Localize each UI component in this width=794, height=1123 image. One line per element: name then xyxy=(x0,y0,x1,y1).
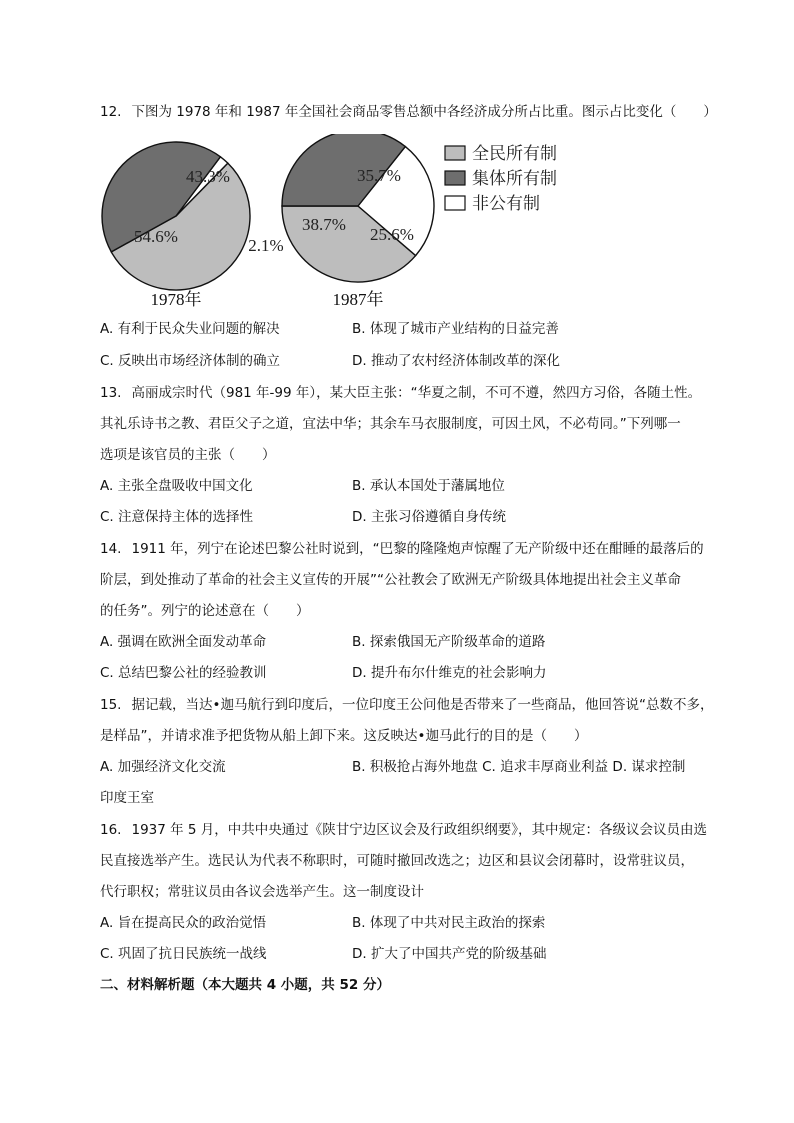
question-16-stem-line-3: 代行职权；常驻议员由各议会选举产生。这一制度设计 xyxy=(100,884,424,900)
q13-option-d[interactable]: D. 主张习俗遵循自身传统 xyxy=(352,509,506,525)
question-number: 14. xyxy=(100,541,122,557)
question-text: 1937 年 5 月，中共中央通过《陕甘宁边区议会及行政组织纲要》，其中规定：各级议会议员由选 xyxy=(131,822,708,838)
question-14-stem-line-2: 阶层，到处推动了革命的社会主义宣传的开展”“公社教会了欧洲无产阶级具体地提出社会主义革命 xyxy=(100,572,681,588)
pies-layer xyxy=(102,134,434,309)
question-text: 高丽成宗时代（981 年-99 年），某大臣主张：“华夏之制，不可不遵，然四方习俗，各随土性。 xyxy=(131,385,702,401)
q16-option-c[interactable]: C. 巩固了抗日民族统一战线 xyxy=(100,946,267,962)
q12-option-d[interactable]: D. 推动了农村经济体制改革的深化 xyxy=(352,353,560,369)
legend-label-2: 集体所有制 xyxy=(472,169,557,189)
q14-option-a[interactable]: A. 强调在欧洲全面发动革命 xyxy=(100,634,267,650)
question-text: 下图为 1978 年和 1987 年全国社会商品零售总额中各经济成分所占比重。图示占比变化（ ） xyxy=(131,104,717,120)
question-12-stem xyxy=(100,102,717,122)
question-text: 1911 年，列宁在论述巴黎公社时说到，“巴黎的隆隆炮声惊醒了无产阶级中还在酣睡的最落后的 xyxy=(131,541,704,557)
section-2-title: 二、材料解析题（本大题共 4 小题，共 52 分） xyxy=(100,977,390,993)
question-number: 16. xyxy=(100,822,122,838)
q16-option-a[interactable]: A. 旨在提高民众的政治觉悟 xyxy=(100,915,267,931)
q13-option-b[interactable]: B. 承认本国处于藩属地位 xyxy=(352,478,505,494)
q14-option-b[interactable]: B. 探索俄国无产阶级革命的道路 xyxy=(352,634,546,650)
legend-swatch-3 xyxy=(445,196,465,210)
pie-2-value-label-2: 35.7% xyxy=(357,166,401,185)
q16-option-d[interactable]: D. 扩大了中国共产党的阶级基础 xyxy=(352,946,547,962)
question-14-stem-line-1 xyxy=(100,539,704,559)
pie-2-year-label: 1987年 xyxy=(332,290,384,309)
question-15-stem-line-1 xyxy=(100,695,713,715)
q15-options-bcd[interactable]: B. 积极抢占海外地盘 C. 追求丰厚商业利益 D. 谋求控制 xyxy=(352,759,686,775)
q16-option-b[interactable]: B. 体现了中共对民主政治的探索 xyxy=(352,915,546,931)
question-13-stem-line-1 xyxy=(100,383,701,403)
pie-2-value-label-3: 25.6% xyxy=(370,225,414,244)
question-15-stem-line-2: 是样品”，并请求准予把货物从船上卸下来。这反映达•迦马此行的目的是（ ） xyxy=(100,728,588,744)
q15-option-d-continued[interactable]: 印度王室 xyxy=(100,790,154,806)
q14-option-d[interactable]: D. 提升布尔什维克的社会影响力 xyxy=(352,665,547,681)
q13-option-c[interactable]: C. 注意保持主体的选择性 xyxy=(100,509,254,525)
pie-1-value-label-1: 54.6% xyxy=(134,227,178,246)
question-16-stem-line-1 xyxy=(100,820,707,840)
legend-swatch-1 xyxy=(445,146,465,160)
pie-chart-figure xyxy=(96,134,576,312)
chart-legend xyxy=(445,144,557,214)
q12-option-c[interactable]: C. 反映出市场经济体制的确立 xyxy=(100,353,281,369)
legend-label-3: 非公有制 xyxy=(472,194,540,214)
pie-2-value-label-1: 38.7% xyxy=(302,215,346,234)
q14-option-c[interactable]: C. 总结巴黎公社的经验教训 xyxy=(100,665,267,681)
pie-1-year-label: 1978年 xyxy=(150,290,202,309)
legend-label-1: 全民所有制 xyxy=(472,144,557,164)
question-number: 13. xyxy=(100,385,122,401)
question-13-stem-line-2: 其礼乐诗书之教、君臣父子之道，宜法中华；其余车马衣服制度，可因土风，不必苟同。”下列哪一 xyxy=(100,416,681,432)
question-text: 据记载，当达•迦马航行到印度后，一位印度王公问他是否带来了一些商品，他回答说“总数不多， xyxy=(131,697,714,713)
q12-option-a[interactable]: A. 有利于民众失业问题的解决 xyxy=(100,321,280,337)
pie-1-value-label-2: 43.3% xyxy=(186,167,230,186)
q12-option-b[interactable]: B. 体现了城市产业结构的日益完善 xyxy=(352,321,559,337)
q13-option-a[interactable]: A. 主张全盘吸收中国文化 xyxy=(100,478,253,494)
question-number: 15. xyxy=(100,697,122,713)
question-14-stem-line-3: 的任务”。列宁的论述意在（ ） xyxy=(100,603,310,619)
question-16-stem-line-2: 民直接选举产生。选民认为代表不称职时，可随时撤回改选之；边区和县议会闭幕时，设常驻议员， xyxy=(100,853,694,869)
legend-swatch-2 xyxy=(445,171,465,185)
q15-option-a[interactable]: A. 加强经济文化交流 xyxy=(100,759,226,775)
question-13-stem-line-3: 选项是该官员的主张（ ） xyxy=(100,447,276,463)
pie-1-value-label-3: 2.1% xyxy=(248,236,284,255)
question-number: 12. xyxy=(100,104,122,120)
